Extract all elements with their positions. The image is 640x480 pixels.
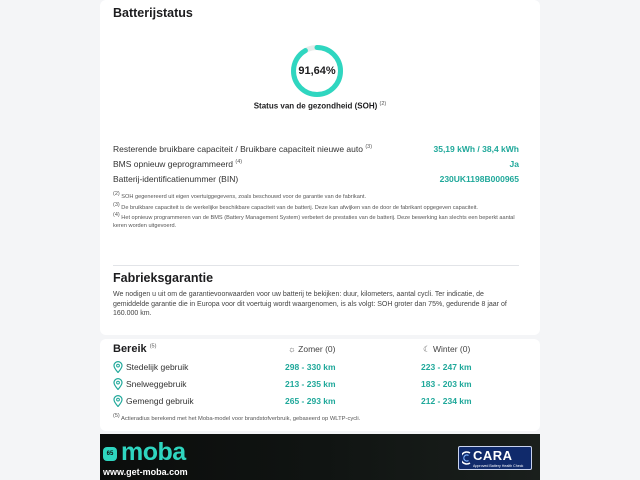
range-card (100, 339, 540, 431)
cara-wordmark: CARA (473, 448, 513, 463)
summer-header: ☼ Zomer (0) (288, 344, 336, 354)
range-summer-value: 265 - 293 km (285, 396, 336, 406)
spec-row-bms (113, 159, 519, 175)
battery-status-card (100, 0, 540, 335)
soh-label: Status van de gezondheid (SOH) $^{(2)}$ (253, 101, 387, 111)
range-row-label: Stedelijk gebruik (126, 362, 189, 372)
range-title: Bereik $^{(5)}$ (113, 343, 157, 355)
battery-footnotes (113, 191, 521, 230)
cara-logo-icon (462, 451, 471, 465)
range-winter-value: 223 - 247 km (421, 362, 472, 372)
spec-row-capacity (113, 144, 519, 160)
range-footnote-ref: (5) (149, 343, 157, 350)
soh-footnote-ref: (2) (379, 101, 387, 107)
cara-subtitle: Approved Battery Health Check (473, 464, 524, 468)
footnote-item: $^{(2)}$ SOH gegenereerd uit eigen voertuiggegevens, zoals beschouwd voor de garantie van de fabrikant. (113, 191, 367, 200)
range-winter-value: 212 - 234 km (421, 396, 472, 406)
warranty-title: Fabrieksgarantie (113, 271, 214, 285)
spec-value: 230UK1198B000965 (439, 174, 519, 184)
spec-label: Resterende bruikbare capaciteit / Bruikbare capaciteit nieuwe auto $^{(3)}$ (113, 144, 373, 154)
range-summer-value: 213 - 235 km (285, 379, 336, 389)
spec-value: Ja (509, 159, 519, 169)
winter-header: ☾ Winter (0) (423, 344, 471, 354)
sun-icon: ☼ (288, 344, 296, 354)
moba-url-link[interactable]: www.get-moba.com (103, 467, 188, 477)
spec-value: 35,19 kWh / 38,4 kWh (433, 144, 519, 154)
soh-value: 91,64% (298, 65, 336, 77)
spec-row-bin (113, 174, 519, 190)
location-pin-icon (113, 361, 123, 373)
range-row-highway (113, 378, 513, 392)
warranty-text: We nodigen u uit om de garantievoorwaarden voor uw batterij te bekijken: duur, kilometers, aantal cycli. Ter indicatie, de gemiddelde garantie die in Europa voor dit voertuig wordt waargenomen, is als volgt: SOH groter dan 75%, gedurende 8 jaar of 160.000 km. (113, 291, 507, 318)
location-pin-icon (113, 395, 123, 407)
footnote-item: $^{(3)}$ De bruikbare capaciteit is de werkelijke beschikbare capaciteit van de batterij. Deze kan afwijken van de door de fabrikant opgegeven capaciteit. (113, 201, 478, 211)
range-winter-value: 183 - 203 km (421, 379, 472, 389)
range-footnote: $^{(5)}$ Actieradius berekend met het Moba-model voor brandstofverbruik, gebaseerd op WLTP-cycli. (113, 413, 361, 422)
moba-badge-icon: 65 (103, 447, 117, 461)
footnote-item: $^{(4)}$ Het opnieuw programmeren van de BMS (Battery Management System) verbetert de prestaties van de batterij. Deze bewerking kan slechts een beperkt aantal keren worden uitgevoerd. (113, 212, 515, 229)
section-divider (113, 265, 519, 266)
moba-logo: moba (121, 438, 186, 466)
spec-label: Batterij-identificatienummer (BIN) (113, 174, 239, 184)
moon-icon: ☾ (423, 344, 431, 354)
location-pin-icon (113, 378, 123, 390)
moba-banner (100, 434, 540, 480)
cara-certification-badge (458, 446, 532, 470)
range-row-label: Snelweggebruik (126, 379, 187, 389)
range-row-urban (113, 361, 513, 375)
range-row-mixed (113, 395, 513, 409)
spec-label: BMS opnieuw geprogrammeerd $^{(4)}$ (113, 159, 243, 169)
range-summer-value: 298 - 330 km (285, 362, 336, 372)
battery-status-title: Batterijstatus (113, 6, 193, 20)
range-row-label: Gemengd gebruik (126, 396, 194, 406)
